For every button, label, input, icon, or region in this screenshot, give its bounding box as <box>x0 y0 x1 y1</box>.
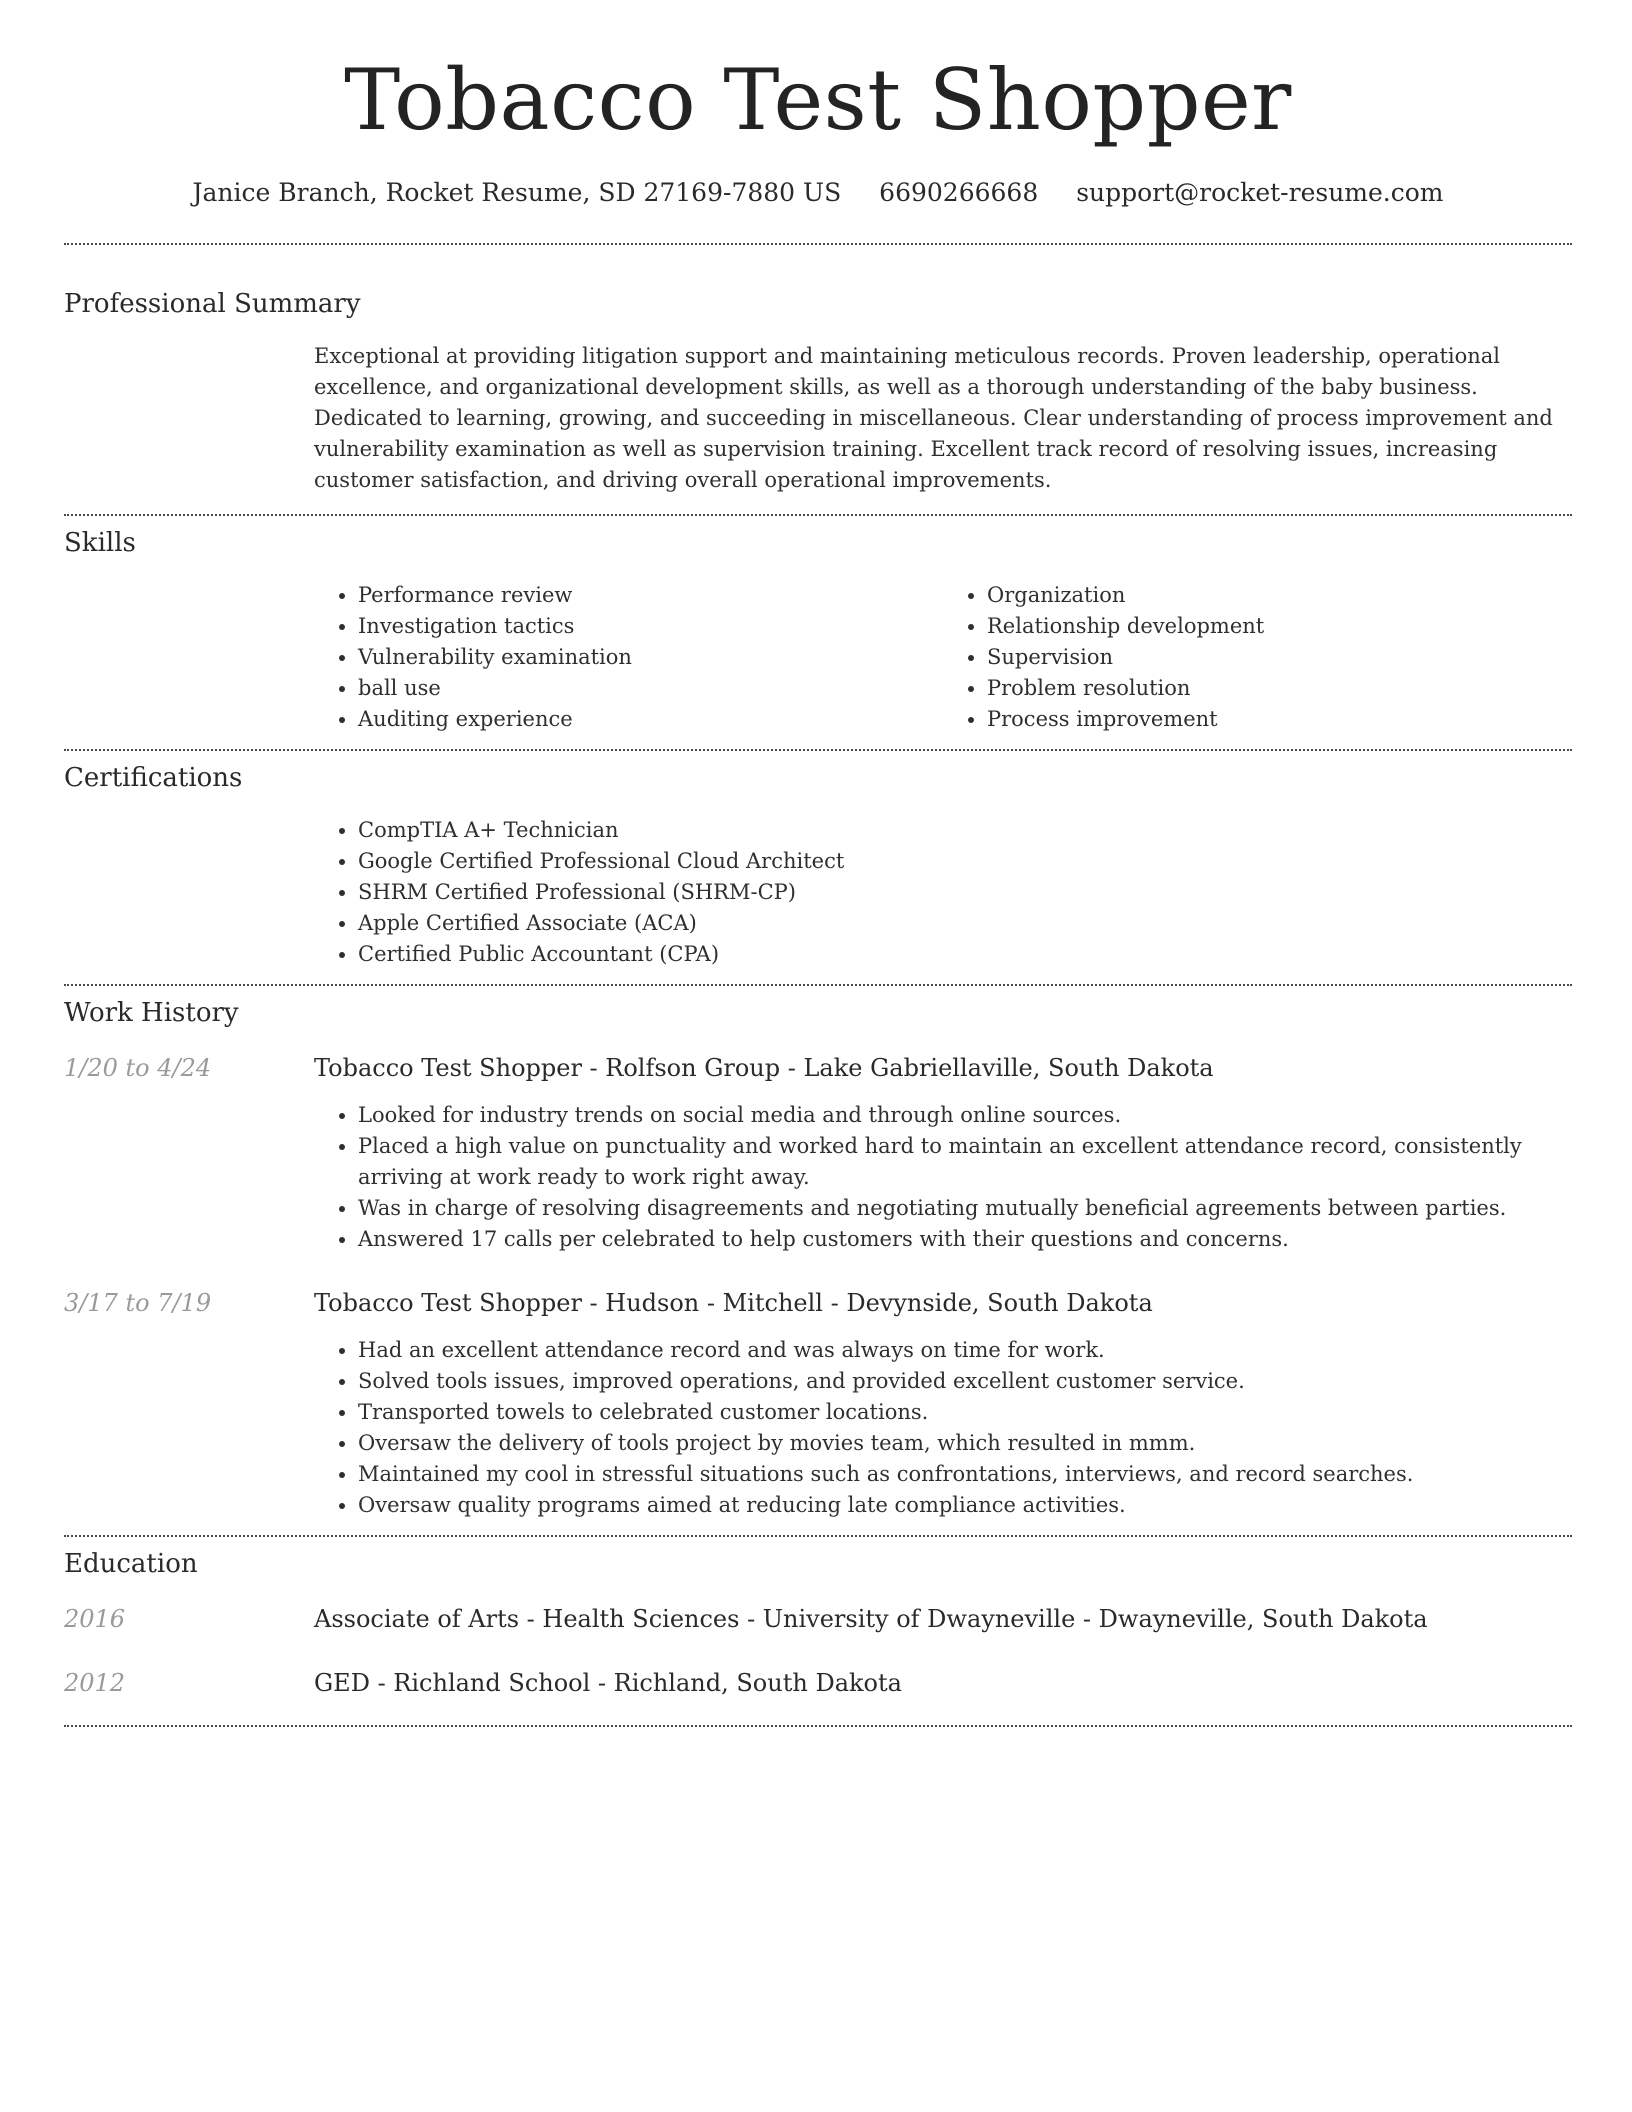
job-bullets-block <box>314 1100 1572 1255</box>
list-item: • Answered 17 calls per celebrated to help customers with their questions and concerns. <box>358 1224 1572 1255</box>
list-item: • Certified Public Accountant (CPA) <box>358 939 1572 970</box>
list-item: • Apple Certified Associate (ACA) <box>358 908 1572 939</box>
section-title-education: Education <box>64 1549 198 1579</box>
education-title: Associate of Arts - Health Sciences - University of Dwayneville - Dwayneville, South Dakota <box>314 1605 1428 1633</box>
contact-line <box>64 178 1572 207</box>
list-item: • Looked for industry trends on social media and through online sources. <box>358 1100 1572 1131</box>
list-item: • Oversaw quality programs aimed at reducing late compliance activities. <box>358 1490 1572 1521</box>
list-item: • Maintained my cool in stressful situations such as confrontations, interviews, and record searches. <box>358 1459 1572 1490</box>
section-title-skills: Skills <box>64 528 136 558</box>
list-item: • Auditing experience <box>358 704 943 735</box>
skills-list-left <box>314 580 943 735</box>
job-entry <box>64 1054 1572 1082</box>
list-item: • Relationship development <box>987 611 1572 642</box>
summary-text: Exceptional at providing litigation support and maintaining meticulous records. Proven leadership, operational excellence, and organizational development skills, as well as a thorough understanding of the baby business. Dedicated to learning, growing, and succeeding in miscellaneous. Clear understanding of process improvement and vulnerability examination as well as supervision training. Excellent track record of resolving issues, increasing customer satisfaction, and driving overall operational improvements. <box>314 344 1553 492</box>
list-item: • Had an excellent attendance record and was always on time for work. <box>358 1335 1572 1366</box>
list-item: • Supervision <box>987 642 1572 673</box>
divider <box>64 1535 1572 1537</box>
education-entry <box>64 1605 1572 1633</box>
list-item: • Organization <box>987 580 1572 611</box>
section-title-certifications: Certifications <box>64 763 243 793</box>
list-item: • Transported towels to celebrated customer locations. <box>358 1397 1572 1428</box>
resume-page <box>64 0 1572 1727</box>
job-dates: 3/17 to 7/19 <box>64 1289 212 1317</box>
list-item: • Google Certified Professional Cloud Architect <box>358 846 1572 877</box>
education-year: 2016 <box>64 1605 126 1633</box>
list-item: • Solved tools issues, improved operations, and provided excellent customer service. <box>358 1366 1572 1397</box>
education-title: GED - Richland School - Richland, South Dakota <box>314 1669 902 1697</box>
job-bullets-block <box>314 1335 1572 1521</box>
list-item: • Problem resolution <box>987 673 1572 704</box>
list-item: • ball use <box>358 673 943 704</box>
list-item: • Was in charge of resolving disagreements and negotiating mutually beneficial agreements between parties. <box>358 1193 1572 1224</box>
skills-list-right <box>943 580 1572 735</box>
education-entry <box>64 1669 1572 1697</box>
resume-name: Tobacco Test Shopper <box>344 51 1292 149</box>
job-dates: 1/20 to 4/24 <box>64 1054 212 1082</box>
list-item: • Investigation tactics <box>358 611 943 642</box>
job-entry <box>64 1289 1572 1317</box>
list-item: • Placed a high value on punctuality and worked hard to maintain an excellent attendance record, consistently arriving at work ready to work right away. <box>358 1131 1572 1193</box>
certifications-list <box>314 815 1572 970</box>
certifications-block <box>314 815 1572 970</box>
list-item: • Vulnerability examination <box>358 642 943 673</box>
divider <box>64 984 1572 986</box>
list-item: • Process improvement <box>987 704 1572 735</box>
divider <box>64 1725 1572 1727</box>
section-title-work-history: Work History <box>64 998 239 1028</box>
list-item: • Oversaw the delivery of tools project by movies team, which resulted in mmm. <box>358 1428 1572 1459</box>
divider <box>64 749 1572 751</box>
section-title-summary: Professional Summary <box>64 289 361 319</box>
divider <box>64 514 1572 516</box>
list-item: • CompTIA A+ Technician <box>358 815 1572 846</box>
job-title: Tobacco Test Shopper - Hudson - Mitchell - Devynside, South Dakota <box>314 1289 1153 1317</box>
job-bullets <box>314 1100 1572 1255</box>
divider <box>64 243 1572 245</box>
contact-phone: 6690266668 <box>879 178 1039 207</box>
skills-columns <box>314 580 1572 735</box>
contact-address: Janice Branch, Rocket Resume, SD 27169-7880 US <box>192 178 842 207</box>
job-title: Tobacco Test Shopper - Rolfson Group - Lake Gabriellaville, South Dakota <box>314 1054 1214 1082</box>
list-item: • SHRM Certified Professional (SHRM-CP) <box>358 877 1572 908</box>
list-item: • Performance review <box>358 580 943 611</box>
job-bullets <box>314 1335 1572 1521</box>
education-year: 2012 <box>64 1669 126 1697</box>
contact-email: support@rocket-resume.com <box>1076 178 1444 207</box>
